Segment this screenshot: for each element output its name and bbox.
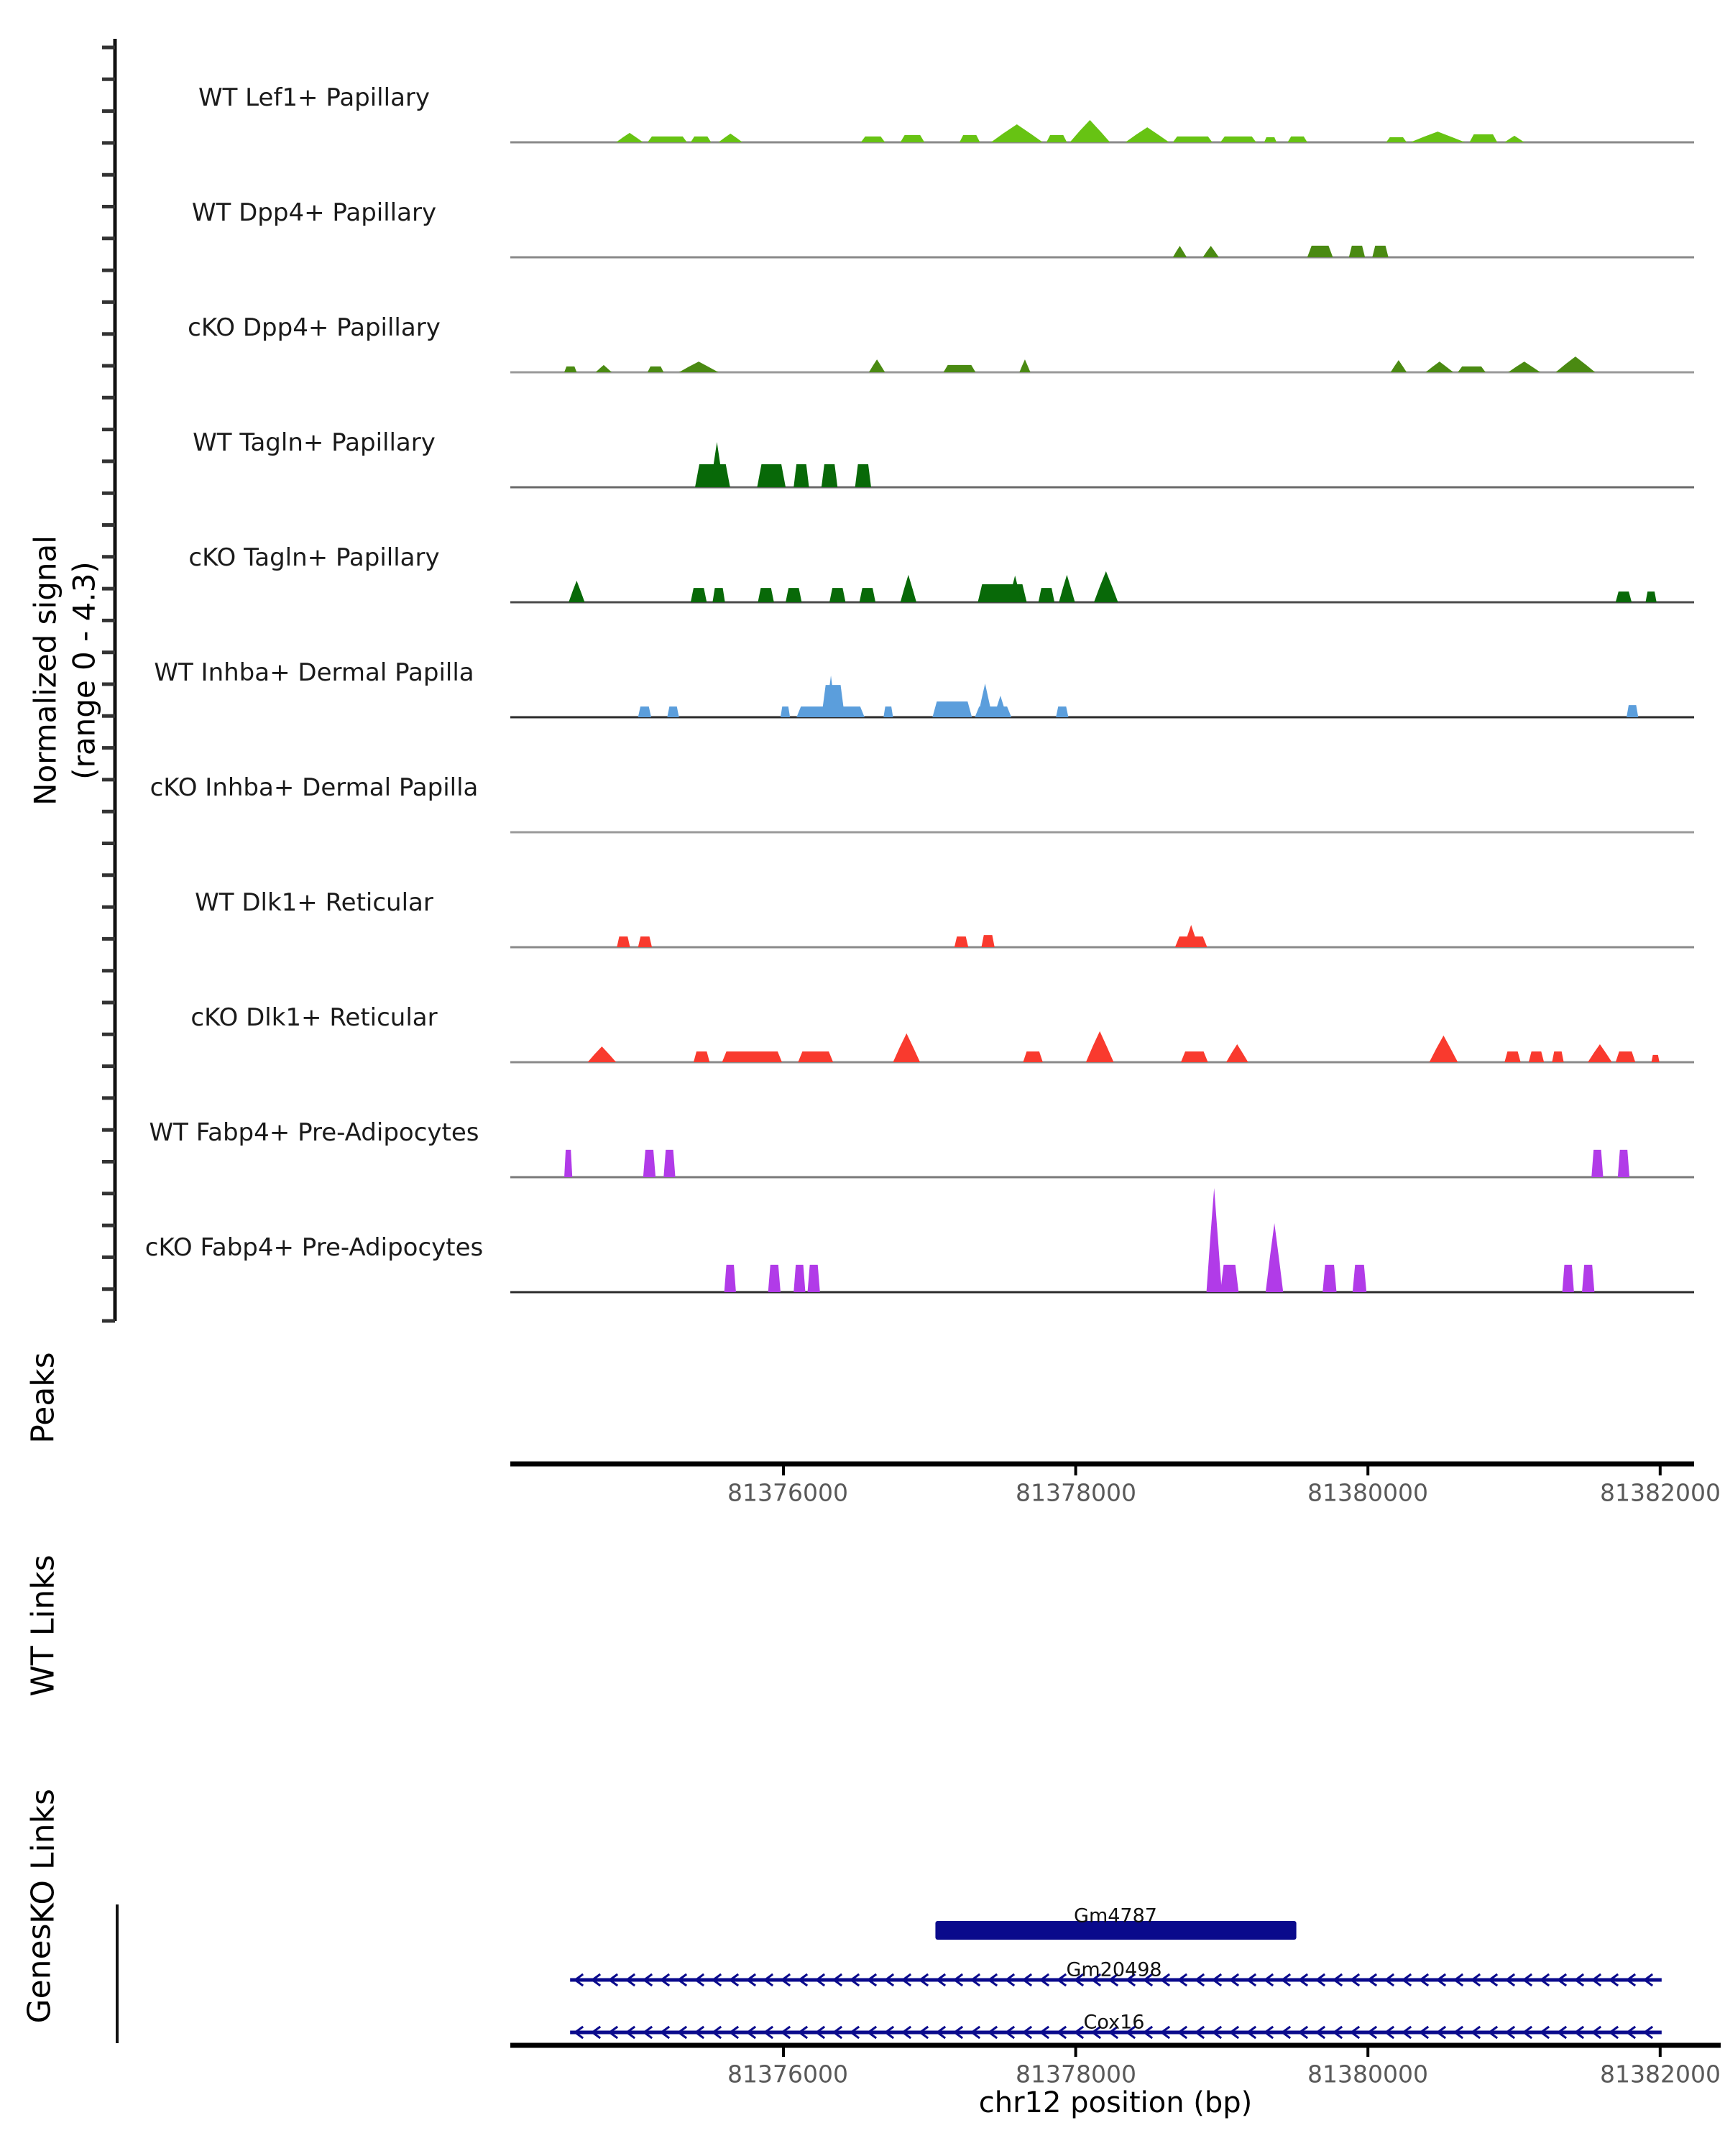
signal-peak (768, 1265, 781, 1292)
signal-peak (1588, 1044, 1612, 1062)
signal-peak (757, 464, 786, 487)
signal-peak (1059, 575, 1075, 602)
gene-label-gm4787: Gm4787 (1074, 1904, 1157, 1927)
signal-peak (722, 1051, 782, 1062)
signal-peak (1202, 246, 1218, 257)
track-label-cko-dlk1: cKO Dlk1+ Reticular (190, 1003, 438, 1032)
track-label-cko-tagln: cKO Tagln+ Papillary (188, 543, 440, 572)
signal-peak (1349, 246, 1365, 257)
signal-peak (1353, 1265, 1366, 1292)
section-label-peaks: Peaks (24, 1352, 62, 1444)
signal-peak (617, 936, 630, 947)
signal-peak (1391, 360, 1407, 372)
signal-peak (564, 1150, 572, 1177)
signal-peak (994, 696, 1007, 717)
signal-peak (1287, 137, 1307, 142)
signal-peak (1386, 137, 1407, 142)
signal-peak (588, 1046, 617, 1062)
signal-peak (855, 464, 871, 487)
signal-peak (954, 936, 968, 947)
signal-peak (1616, 591, 1632, 602)
signal-peak (758, 588, 773, 602)
signal-peak (1645, 591, 1656, 602)
track-label-wt-dlk1: WT Dlk1+ Reticular (195, 888, 433, 917)
signal-peak (712, 588, 724, 602)
signal-peak (1019, 359, 1030, 372)
signal-peak (1563, 1265, 1574, 1292)
signal-peak (724, 1265, 736, 1292)
signal-peak (667, 706, 678, 717)
track-label-cko-fabp4: cKO Fabp4+ Pre-Adipocytes (144, 1233, 484, 1262)
signal-peak (1266, 1223, 1283, 1292)
x-axis-title: chr12 position (bp) (978, 2086, 1253, 2119)
signal-peak (1469, 134, 1497, 142)
signal-peak (1220, 1265, 1238, 1292)
signal-peak (1616, 1051, 1635, 1062)
signal-peak (564, 367, 576, 372)
signal-peak (932, 701, 972, 717)
signal-peak (1410, 132, 1465, 142)
signal-peak (860, 588, 875, 602)
genome-axis-tick-81378000: 81378000 (1016, 2060, 1136, 2088)
signal-peak (1181, 1051, 1208, 1062)
signal-peak (691, 588, 707, 602)
signal-peak (798, 1051, 833, 1062)
signal-peak (1618, 1150, 1629, 1177)
gene-label-cox16: Cox16 (1083, 2011, 1145, 2034)
signal-peak (1070, 120, 1110, 142)
y-axis-label-line1: Normalized signal (27, 535, 63, 806)
genome-axis-tick-81382000: 81382000 (1600, 2060, 1721, 2088)
signal-peak (822, 464, 837, 487)
track-label-wt-tagln: WT Tagln+ Papillary (193, 428, 436, 457)
signal-peak (883, 706, 893, 717)
signal-peak (991, 124, 1043, 142)
signal-peak (1039, 588, 1054, 602)
peaks-axis-tick-81376000: 81376000 (727, 1478, 848, 1507)
signal-peak (1322, 1265, 1336, 1292)
track-label-cko-dpp4: cKO Dpp4+ Papillary (188, 313, 441, 342)
signal-peak (679, 361, 719, 372)
signal-peak (1652, 1055, 1660, 1062)
section-label-genes: Genes (21, 1923, 58, 2024)
gene-label-gm20498: Gm20498 (1066, 1958, 1162, 1981)
signal-peak (1555, 356, 1595, 372)
signal-peak (1094, 571, 1118, 602)
signal-peak (869, 359, 885, 372)
signal-peak (1430, 1036, 1458, 1062)
signal-peak (616, 133, 643, 142)
peaks-axis-tick-81380000: 81380000 (1307, 1478, 1428, 1507)
signal-peak (1173, 137, 1213, 142)
signal-peak (829, 588, 845, 602)
signal-peak (719, 134, 743, 142)
signal-peak (1552, 1051, 1563, 1062)
signal-peak (1529, 1051, 1544, 1062)
section-label-ko-links: KO Links (24, 1788, 62, 1925)
peaks-axis-tick-81382000: 81382000 (1600, 1478, 1721, 1507)
signal-peak (1591, 1150, 1603, 1177)
signal-peak (569, 581, 584, 602)
signal-peak (944, 365, 976, 372)
signal-peak (1504, 136, 1524, 142)
genome-axis-tick-81380000: 81380000 (1307, 2060, 1428, 2088)
signal-peak (1056, 706, 1068, 717)
signal-peak (1220, 137, 1256, 142)
signal-peak (663, 1150, 675, 1177)
signal-peak (648, 367, 663, 372)
signal-peak (861, 137, 886, 142)
signal-peak (901, 135, 925, 142)
track-label-wt-lef1: WT Lef1+ Papillary (198, 83, 431, 112)
signal-peak (1458, 367, 1486, 372)
track-label-cko-inhba: cKO Inhba+ Dermal Papilla (150, 773, 479, 802)
track-label-wt-dpp4: WT Dpp4+ Papillary (191, 198, 437, 227)
signal-peak (1046, 135, 1067, 142)
signal-peak (1426, 361, 1454, 372)
signal-peak (794, 464, 809, 487)
signal-peak (638, 706, 651, 717)
signal-peak (638, 936, 652, 947)
signal-peak (1173, 246, 1187, 257)
signal-peak (1582, 1265, 1594, 1292)
signal-peak (1126, 127, 1169, 142)
track-label-wt-fabp4: WT Fabp4+ Pre-Adipocytes (149, 1118, 479, 1147)
signal-peak (1627, 705, 1638, 717)
signal-peak (1264, 137, 1276, 142)
signal-peak (1086, 1031, 1114, 1062)
signal-peak (1372, 246, 1388, 257)
signal-peak (1184, 925, 1198, 947)
signal-peak (1504, 1051, 1520, 1062)
signal-peak (786, 588, 801, 602)
signal-peak (596, 365, 612, 372)
signal-peak (901, 575, 916, 602)
peaks-axis-tick-81378000: 81378000 (1016, 1478, 1136, 1507)
signal-peak (694, 1051, 709, 1062)
section-label-wt-links: WT Links (24, 1554, 62, 1697)
signal-peak (643, 1150, 656, 1177)
y-axis-label-line2: (range 0 - 4.3) (66, 561, 102, 780)
signal-peak (1508, 361, 1540, 372)
signal-peak (1023, 1051, 1042, 1062)
signal-peak (648, 137, 687, 142)
signal-peak (960, 135, 980, 142)
signal-peak (1307, 246, 1333, 257)
track-label-wt-inhba: WT Inhba+ Dermal Papilla (154, 658, 474, 687)
signal-peak (893, 1033, 920, 1062)
signal-peak (1207, 1188, 1222, 1292)
signal-peak (691, 137, 711, 142)
signal-peak (1226, 1044, 1248, 1062)
genome-axis-tick-81376000: 81376000 (727, 2060, 848, 2088)
signal-peak (794, 1265, 805, 1292)
signal-peak (981, 935, 994, 947)
signal-peak (808, 1265, 820, 1292)
signal-peak (781, 706, 790, 717)
signal-peak (978, 683, 992, 717)
